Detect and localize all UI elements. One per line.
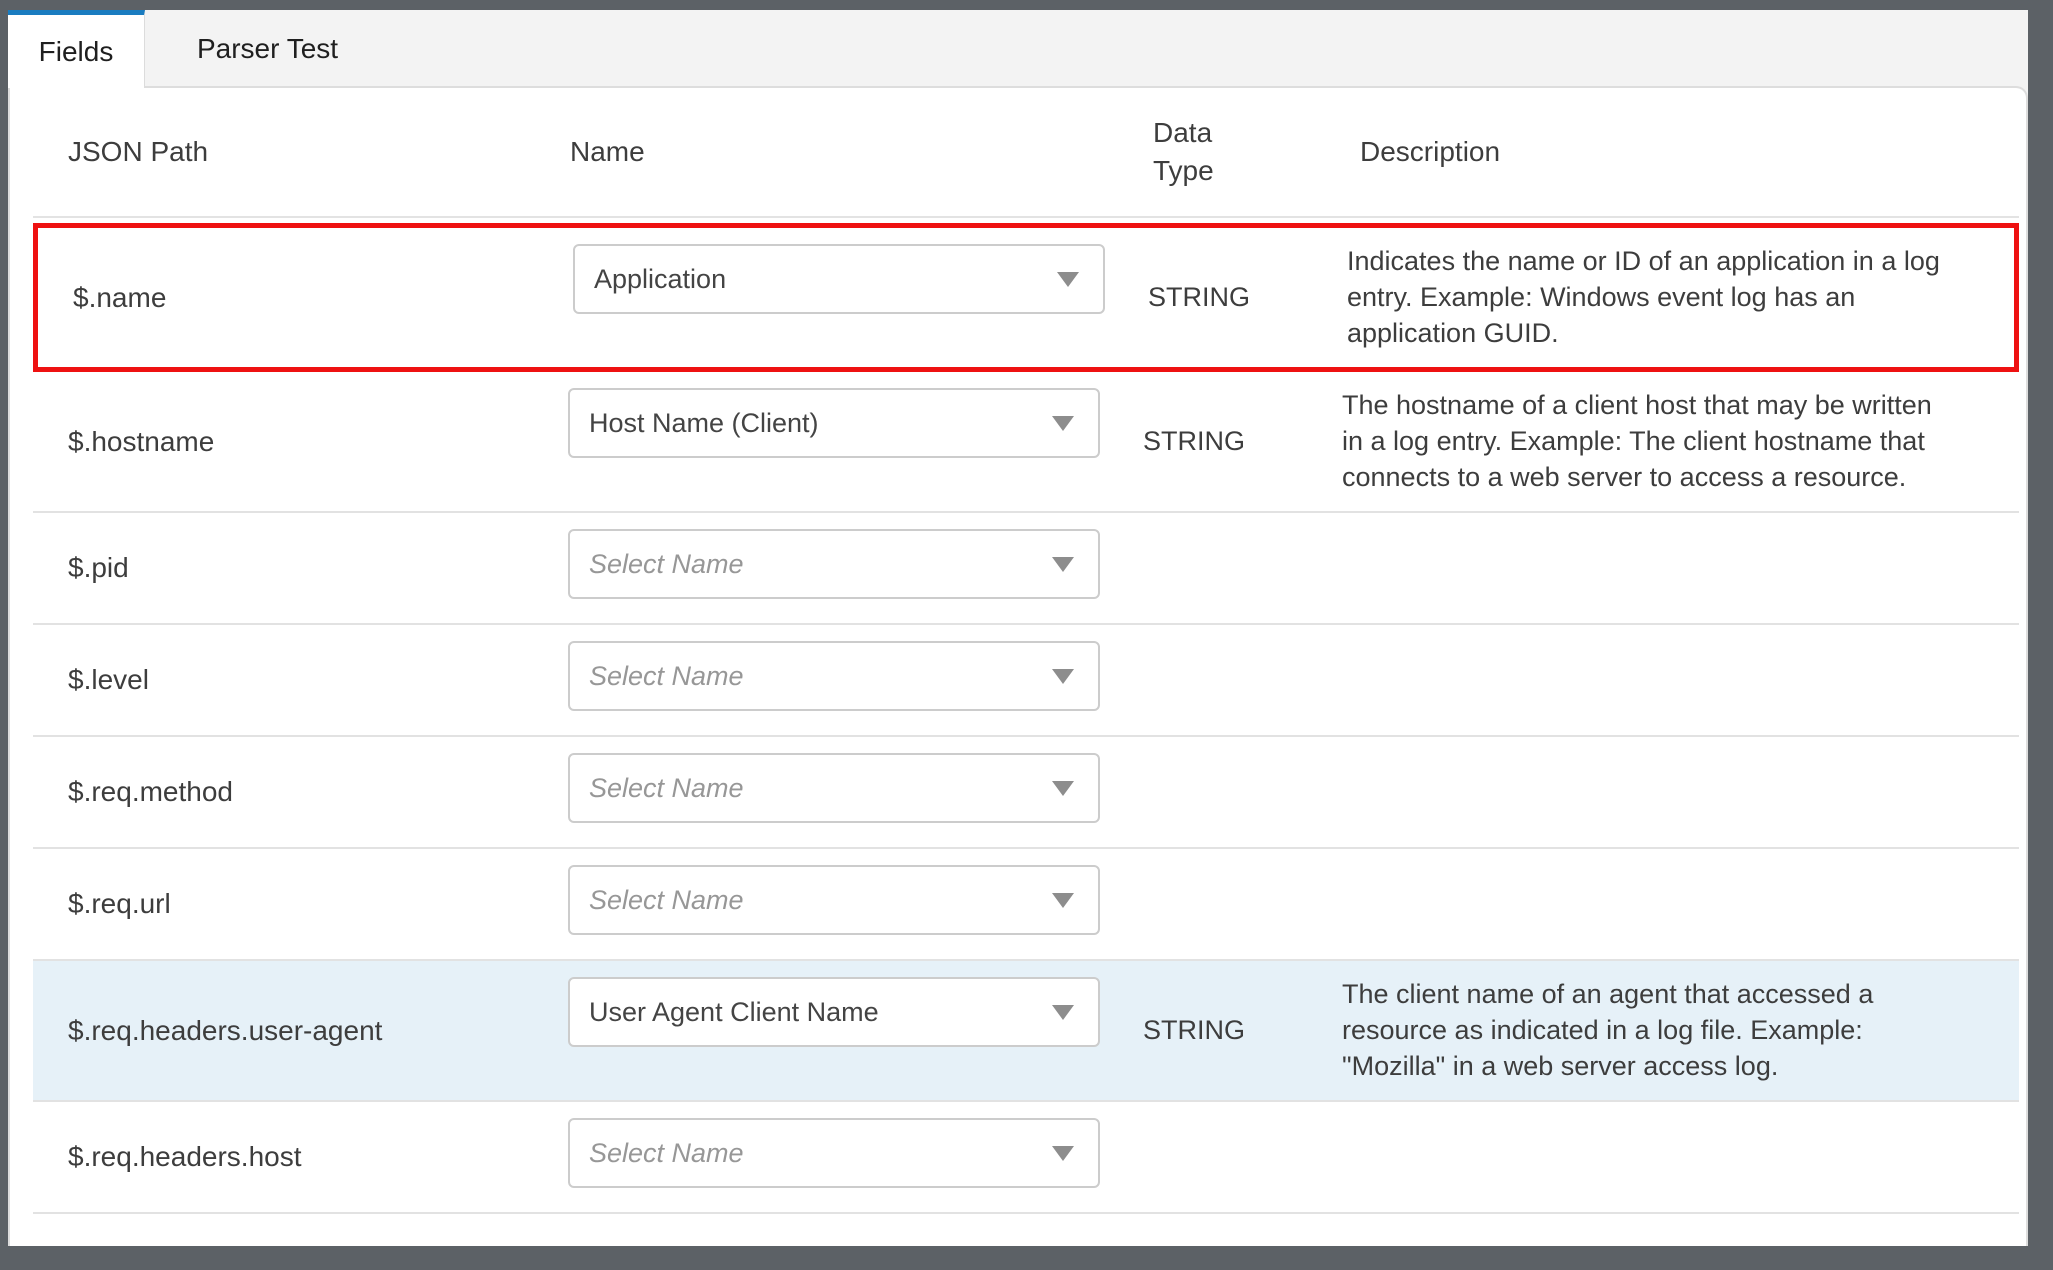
- name-select[interactable]: Application: [573, 244, 1105, 314]
- chevron-down-icon: [1057, 272, 1079, 287]
- table-row[interactable]: [33, 372, 2019, 513]
- column-header-json-path: JSON Path: [68, 136, 209, 167]
- table-row[interactable]: [33, 513, 2019, 625]
- table-row[interactable]: [33, 1102, 2019, 1214]
- json-path-cell: $.name: [73, 281, 167, 313]
- json-path-cell: $.req.method: [68, 776, 233, 807]
- chevron-down-icon: [1052, 416, 1074, 431]
- description-cell: [1342, 849, 2019, 959]
- data-type-cell: STRING: [1143, 426, 1246, 456]
- description-cell: The hostname of a client host that may be written in a log entry. Example: The client hostname that connects to a web server to access a resource.: [1342, 390, 1932, 492]
- column-header-name: Name: [570, 136, 645, 167]
- table-row[interactable]: [33, 961, 2019, 1102]
- name-select[interactable]: Host Name (Client): [568, 388, 1100, 458]
- description-cell: Indicates the name or ID of an application in a log entry. Example: Windows event log has an application GUID.: [1347, 246, 1940, 348]
- chevron-down-icon: [1052, 1005, 1074, 1020]
- tab-fields-label: Fields: [38, 35, 114, 67]
- data-type-cell: [1133, 1102, 1342, 1212]
- column-header-data-type: Data Type: [1153, 117, 1214, 186]
- json-path-cell: $.hostname: [68, 425, 215, 457]
- json-path-cell: $.pid: [68, 552, 129, 583]
- name-select[interactable]: Select Name: [568, 641, 1100, 711]
- chevron-down-icon: [1052, 557, 1074, 572]
- data-type-cell: [1133, 849, 1342, 959]
- description-cell: [1342, 737, 2019, 847]
- chevron-down-icon: [1052, 1146, 1074, 1161]
- tab-parser-test-label: Parser Test: [196, 33, 339, 64]
- column-header-description: Description: [1360, 136, 1501, 167]
- json-path-cell: $.req.url: [68, 888, 171, 919]
- data-type-cell: STRING: [1143, 1015, 1246, 1045]
- description-cell: [1342, 513, 2019, 623]
- fields-panel: [8, 86, 2028, 1246]
- description-cell: The client name of an agent that accessed a resource as indicated in a log file. Example: "Mozilla" in a web server access log.: [1342, 979, 1874, 1081]
- chevron-down-icon: [1052, 893, 1074, 908]
- table-row[interactable]: [33, 849, 2019, 961]
- table-row[interactable]: [33, 737, 2019, 849]
- name-select[interactable]: Select Name: [568, 529, 1100, 599]
- data-type-cell: STRING: [1148, 282, 1251, 312]
- tab-bar: [8, 10, 2028, 86]
- table-row[interactable]: [33, 625, 2019, 737]
- name-select[interactable]: Select Name: [568, 1118, 1100, 1188]
- name-select[interactable]: User Agent Client Name: [568, 977, 1100, 1047]
- table-row[interactable]: [33, 223, 2019, 372]
- fields-table-body: [33, 223, 2019, 1214]
- tab-parser-test[interactable]: [145, 12, 390, 86]
- dialog-content: [8, 10, 2028, 1246]
- name-select[interactable]: Select Name: [568, 753, 1100, 823]
- table-header-row: [33, 88, 2019, 218]
- chevron-down-icon: [1052, 669, 1074, 684]
- json-path-cell: $.level: [68, 664, 149, 695]
- tab-fields[interactable]: [8, 10, 145, 88]
- data-type-cell: [1133, 513, 1342, 623]
- name-select[interactable]: Select Name: [568, 865, 1100, 935]
- description-cell: [1342, 625, 2019, 735]
- data-type-cell: [1133, 737, 1342, 847]
- data-type-cell: [1133, 625, 1342, 735]
- chevron-down-icon: [1052, 781, 1074, 796]
- json-path-cell: $.req.headers.user-agent: [68, 1014, 383, 1046]
- description-cell: [1342, 1102, 2019, 1212]
- json-path-cell: $.req.headers.host: [68, 1141, 302, 1172]
